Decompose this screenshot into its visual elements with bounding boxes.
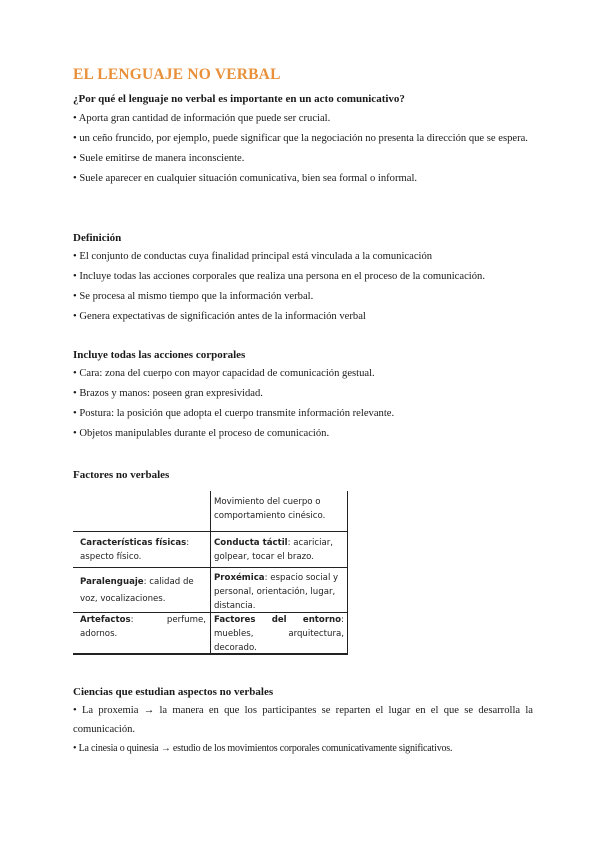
section-heading: Ciencias que estudian aspectos no verbales (73, 686, 274, 698)
table-cell: Movimiento del cuerpo o comportamiento cinésico. (214, 497, 326, 521)
cell-term: Paralenguaje (80, 577, 144, 587)
bullet-list (73, 109, 533, 189)
section-factors (73, 466, 533, 484)
cell-term: Conducta táctil (214, 538, 288, 548)
table-divider (347, 491, 348, 654)
list-item: • Se procesa al mismo tiempo que la información verbal. (73, 291, 314, 302)
table-cell: Paralenguaje: calidad de voz, vocalizaciones. (80, 577, 194, 604)
bullet-list (73, 247, 533, 327)
section-heading: ¿Por qué el lenguaje no verbal es importante en un acto comunicativo? (73, 93, 405, 105)
list-item: • Genera expectativas de significación antes de la información verbal (73, 311, 366, 322)
list-item: • Suele aparecer en cualquier situación comunicativa, bien sea formal o informal. (73, 173, 418, 184)
table-cell: Proxémica: espacio social y personal, orientación, lugar, distancia. (214, 573, 339, 611)
list-item: • un ceño fruncido, por ejemplo, puede significar que la negociación no presenta la dirección que se espera. (73, 133, 528, 144)
cell-term: Proxémica (214, 573, 265, 583)
section-sciences (73, 683, 533, 758)
list-item: • Suele emitirse de manera inconsciente. (73, 153, 245, 164)
list-item: • Aporta gran cantidad de información que puede ser crucial. (73, 113, 331, 124)
list-item: • La cinesia o quinesia → estudio de los movimientos corporales comunicativamente significativos. (73, 743, 453, 754)
table-divider (210, 491, 211, 654)
page-title: EL LENGUAJE NO VERBAL (73, 66, 281, 83)
section-body-actions (73, 346, 533, 444)
list-item: • La proxemia → la manera en que los participantes se reparten el lugar en el que se desarrolla la comunicación. (73, 705, 533, 735)
list-item: • Incluye todas las acciones corporales que realiza una persona en el proceso de la comunicación. (73, 271, 485, 282)
section-importance (73, 90, 533, 189)
list-item: • Objetos manipulables durante el proceso de comunicación. (73, 428, 330, 439)
table-cell: Factores del entorno: muebles, arquitectura, decorado. (214, 615, 344, 653)
list-item: • Brazos y manos: poseen gran expresividad. (73, 388, 263, 399)
table-cell: Características físicas: aspecto físico. (80, 538, 190, 562)
cell-term: Artefactos (80, 615, 131, 625)
table-divider (73, 567, 348, 568)
section-heading: Factores no verbales (73, 469, 170, 481)
cell-term: Factores del entorno (214, 615, 342, 625)
section-heading: Definición (73, 232, 122, 244)
list-item: • El conjunto de conductas cuya finalidad principal está vinculada a la comunicación (73, 251, 433, 262)
cell-term: Características físicas (80, 538, 187, 548)
table-cell: Conducta táctil: acariciar, golpear, tocar el brazo. (214, 538, 334, 562)
list-item: • Postura: la posición que adopta el cuerpo transmite información relevante. (73, 408, 395, 419)
table-divider (73, 531, 348, 532)
table-cell: Artefactos: perfume, adornos. (80, 615, 206, 639)
section-definition (73, 229, 533, 327)
bullet-list (73, 364, 533, 444)
factors-table (73, 491, 348, 654)
list-item: • Cara: zona del cuerpo con mayor capacidad de comunicación gestual. (73, 368, 375, 379)
section-heading: Incluye todas las acciones corporales (73, 349, 246, 361)
bullet-list (73, 701, 533, 758)
